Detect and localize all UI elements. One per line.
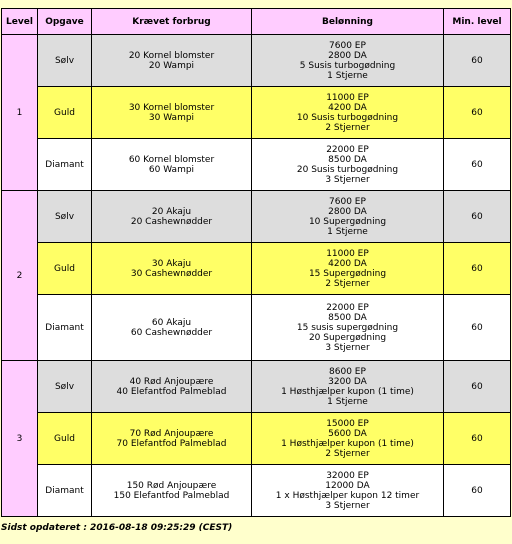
quest-body <box>2 35 511 517</box>
reward-line: 3 Stjerner <box>325 500 370 511</box>
reward-line: 1 Stjerne <box>327 226 368 237</box>
reward-line: 10 Supergødning <box>308 216 387 227</box>
reward-items <box>252 243 444 295</box>
reward-line: 2800 DA <box>328 50 367 61</box>
header-row <box>2 9 511 35</box>
required-line: 30 Wampi <box>148 112 195 123</box>
required-line: 70 Elefantfod Palmeblad <box>116 438 227 449</box>
reward-line: 1 Stjerne <box>327 70 368 81</box>
reward-line: 7600 EP <box>329 196 366 207</box>
required-line: 60 Kornel blomster <box>128 154 215 165</box>
reward-line: 8500 DA <box>328 154 367 165</box>
required-items <box>92 361 252 413</box>
reward-line: 1 Høsthjælper kupon (1 time) <box>281 438 414 449</box>
level-number: 2 <box>2 191 38 361</box>
reward-line: 2800 DA <box>328 206 367 217</box>
min-level: 60 <box>444 139 511 191</box>
task-tier: Diamant <box>38 465 92 517</box>
reward-items <box>252 413 444 465</box>
required-line: 20 Cashewnødder <box>130 216 213 227</box>
reward-line: 3 Stjerner <box>325 342 370 353</box>
reward-line: 4200 DA <box>328 258 367 269</box>
required-line: 150 Rød Anjoupære <box>126 480 217 491</box>
min-level: 60 <box>444 35 511 87</box>
header-min-level: Min. level <box>444 9 511 35</box>
reward-line: 10 Susis turbogødning <box>296 112 399 123</box>
reward-items <box>252 361 444 413</box>
reward-line: 4200 DA <box>328 102 367 113</box>
task-tier: Guld <box>38 243 92 295</box>
required-line: 40 Rød Anjoupære <box>129 376 214 387</box>
reward-line: 1 x Høsthjælper kupon 12 timer <box>275 490 420 501</box>
reward-line: 3200 DA <box>328 376 367 387</box>
reward-line: 12000 DA <box>325 480 370 491</box>
level-number: 1 <box>2 35 38 191</box>
reward-line: 22000 EP <box>326 302 369 313</box>
task-tier: Sølv <box>38 35 92 87</box>
reward-line: 8500 DA <box>328 312 367 323</box>
header-task: Opgave <box>38 9 92 35</box>
required-items <box>92 295 252 361</box>
required-line: 30 Cashewnødder <box>130 268 213 279</box>
reward-items <box>252 87 444 139</box>
reward-line: 15000 EP <box>326 418 369 429</box>
reward-line: 11000 EP <box>326 248 369 259</box>
table-row <box>2 191 511 243</box>
reward-items <box>252 35 444 87</box>
reward-line: 7600 EP <box>329 40 366 51</box>
min-level: 60 <box>444 295 511 361</box>
level-number: 3 <box>2 361 38 517</box>
required-line: 30 Kornel blomster <box>128 102 215 113</box>
required-line: 60 Wampi <box>148 164 195 175</box>
reward-line: 5600 DA <box>328 428 367 439</box>
required-line: 20 Kornel blomster <box>128 50 215 61</box>
reward-line: 1 Stjerne <box>327 396 368 407</box>
table-row <box>2 361 511 413</box>
table-row <box>2 295 511 361</box>
reward-line: 20 Supergødning <box>308 332 387 343</box>
required-line: 70 Rød Anjoupære <box>129 428 214 439</box>
header-reward: Belønning <box>252 9 444 35</box>
reward-items <box>252 295 444 361</box>
reward-line: 3 Stjerner <box>325 174 370 185</box>
table-row <box>2 243 511 295</box>
required-items <box>92 191 252 243</box>
required-items <box>92 465 252 517</box>
task-tier: Diamant <box>38 295 92 361</box>
required-line: 20 Akaju <box>151 206 192 217</box>
required-line: 30 Akaju <box>151 258 192 269</box>
quest-table <box>1 8 511 517</box>
min-level: 60 <box>444 191 511 243</box>
reward-line: 20 Susis turbogødning <box>296 164 399 175</box>
required-line: 60 Akaju <box>151 317 192 328</box>
required-items <box>92 139 252 191</box>
required-line: 20 Wampi <box>148 60 195 71</box>
task-tier: Guld <box>38 87 92 139</box>
min-level: 60 <box>444 87 511 139</box>
last-updated: Sidst opdateret : 2016-08-18 09:25:29 (CEST) <box>1 523 233 533</box>
task-tier: Sølv <box>38 191 92 243</box>
task-tier: Guld <box>38 413 92 465</box>
reward-line: 15 Supergødning <box>308 268 387 279</box>
header-level: Level <box>2 9 38 35</box>
required-items <box>92 413 252 465</box>
reward-items <box>252 139 444 191</box>
reward-line: 2 Stjerner <box>325 448 370 459</box>
table-row <box>2 413 511 465</box>
reward-line: 2 Stjerner <box>325 122 370 133</box>
reward-line: 5 Susis turbogødning <box>299 60 396 71</box>
table-row <box>2 35 511 87</box>
reward-line: 22000 EP <box>326 144 369 155</box>
min-level: 60 <box>444 465 511 517</box>
reward-line: 11000 EP <box>326 92 369 103</box>
task-tier: Sølv <box>38 361 92 413</box>
reward-line: 2 Stjerner <box>325 278 370 289</box>
table-row <box>2 465 511 517</box>
required-line: 60 Cashewnødder <box>130 327 213 338</box>
required-line: 40 Elefantfod Palmeblad <box>116 386 227 397</box>
table-row <box>2 87 511 139</box>
reward-items <box>252 465 444 517</box>
min-level: 60 <box>444 361 511 413</box>
reward-line: 8600 EP <box>329 366 366 377</box>
reward-items <box>252 191 444 243</box>
reward-line: 32000 EP <box>326 470 369 481</box>
reward-line: 1 Høsthjælper kupon (1 time) <box>281 386 414 397</box>
table-row <box>2 139 511 191</box>
min-level: 60 <box>444 413 511 465</box>
required-items <box>92 87 252 139</box>
task-tier: Diamant <box>38 139 92 191</box>
header-required: Krævet forbrug <box>92 9 252 35</box>
required-items <box>92 243 252 295</box>
required-line: 150 Elefantfod Palmeblad <box>113 490 230 501</box>
min-level: 60 <box>444 243 511 295</box>
required-items <box>92 35 252 87</box>
reward-line: 15 susis supergødning <box>296 322 399 333</box>
